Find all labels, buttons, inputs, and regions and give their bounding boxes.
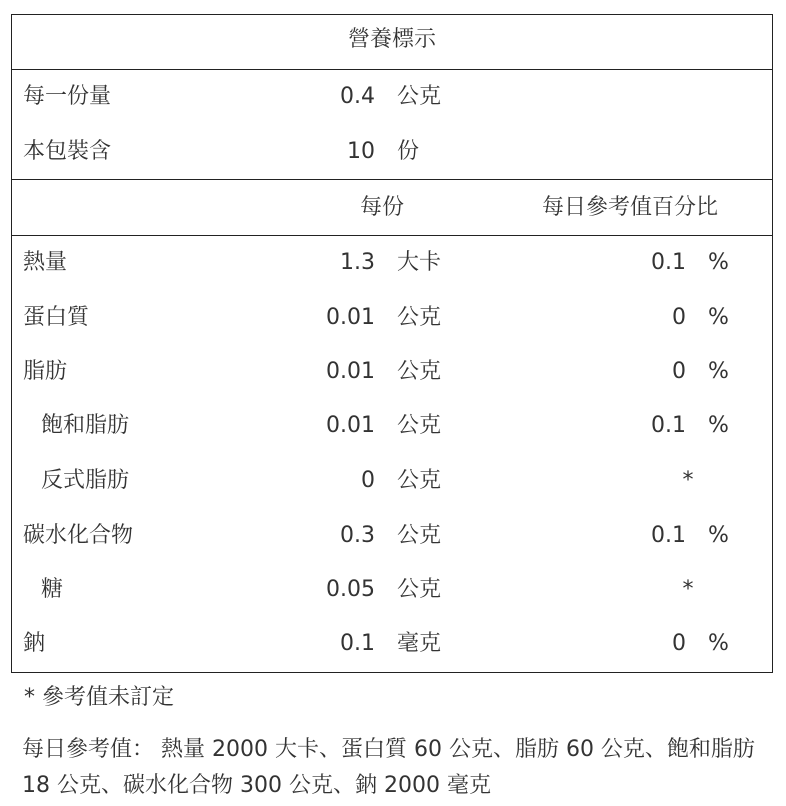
- nutrient-label: 脂肪: [23, 359, 68, 384]
- percent-sign: %: [708, 305, 729, 330]
- serving-size-label: 每一份量: [23, 84, 112, 109]
- nutrient-value: 0.1: [340, 631, 375, 656]
- nutrient-value: 0: [361, 468, 375, 493]
- daily-value-not-set: *: [682, 577, 694, 602]
- daily-value-percent: 0.1: [651, 413, 686, 438]
- serving-size-unit: 公克: [397, 84, 442, 109]
- nutrient-label: 飽和脂肪: [41, 413, 130, 438]
- nutrient-unit: 大卡: [397, 250, 442, 275]
- table-title: 營養標示: [347, 27, 436, 52]
- nutrient-unit: 公克: [397, 523, 442, 548]
- percent-sign: %: [708, 359, 729, 384]
- column-header-daily-value: 每日參考值百分比: [542, 195, 719, 220]
- nutrient-label: 蛋白質: [23, 305, 90, 330]
- servings-per-package-unit: 份: [397, 139, 420, 164]
- divider: [12, 179, 772, 180]
- nutrient-unit: 公克: [397, 359, 442, 384]
- nutrient-unit: 毫克: [397, 631, 442, 656]
- nutrient-value: 0.01: [326, 305, 375, 330]
- divider: [12, 69, 772, 70]
- servings-per-package-value: 10: [347, 139, 375, 164]
- nutrition-facts-table: [11, 14, 773, 673]
- nutrient-label: 糖: [41, 577, 64, 602]
- nutrient-value: 0.01: [326, 359, 375, 384]
- column-header-per-serving: 每份: [360, 195, 405, 220]
- daily-reference-values: 每日參考值： 熱量 2000 大卡、蛋白質 60 公克、脂肪 60 公克、飽和脂肪 18 公克、碳水化合物 300 公克、鈉 2000 毫克: [22, 737, 755, 798]
- percent-sign: %: [708, 250, 729, 275]
- daily-value-not-set: *: [682, 468, 694, 493]
- nutrient-value: 1.3: [340, 250, 375, 275]
- daily-value-percent: 0: [672, 305, 686, 330]
- nutrient-label: 反式脂肪: [41, 468, 130, 493]
- percent-sign: %: [708, 413, 729, 438]
- daily-value-percent: 0: [672, 359, 686, 384]
- servings-per-package-label: 本包裝含: [23, 139, 112, 164]
- nutrient-label: 碳水化合物: [23, 523, 134, 548]
- percent-sign: %: [708, 631, 729, 656]
- serving-size-value: 0.4: [340, 84, 375, 109]
- daily-value-percent: 0.1: [651, 250, 686, 275]
- divider: [12, 235, 772, 236]
- daily-value-percent: 0.1: [651, 523, 686, 548]
- nutrient-unit: 公克: [397, 305, 442, 330]
- nutrient-unit: 公克: [397, 413, 442, 438]
- nutrient-value: 0.3: [340, 523, 375, 548]
- nutrient-label: 鈉: [23, 631, 46, 656]
- nutrient-unit: 公克: [397, 577, 442, 602]
- daily-value-percent: 0: [672, 631, 686, 656]
- nutrient-value: 0.01: [326, 413, 375, 438]
- percent-sign: %: [708, 523, 729, 548]
- nutrient-unit: 公克: [397, 468, 442, 493]
- nutrient-value: 0.05: [326, 577, 375, 602]
- nutrient-label: 熱量: [23, 250, 68, 275]
- footnote: * 參考值未訂定: [24, 685, 174, 710]
